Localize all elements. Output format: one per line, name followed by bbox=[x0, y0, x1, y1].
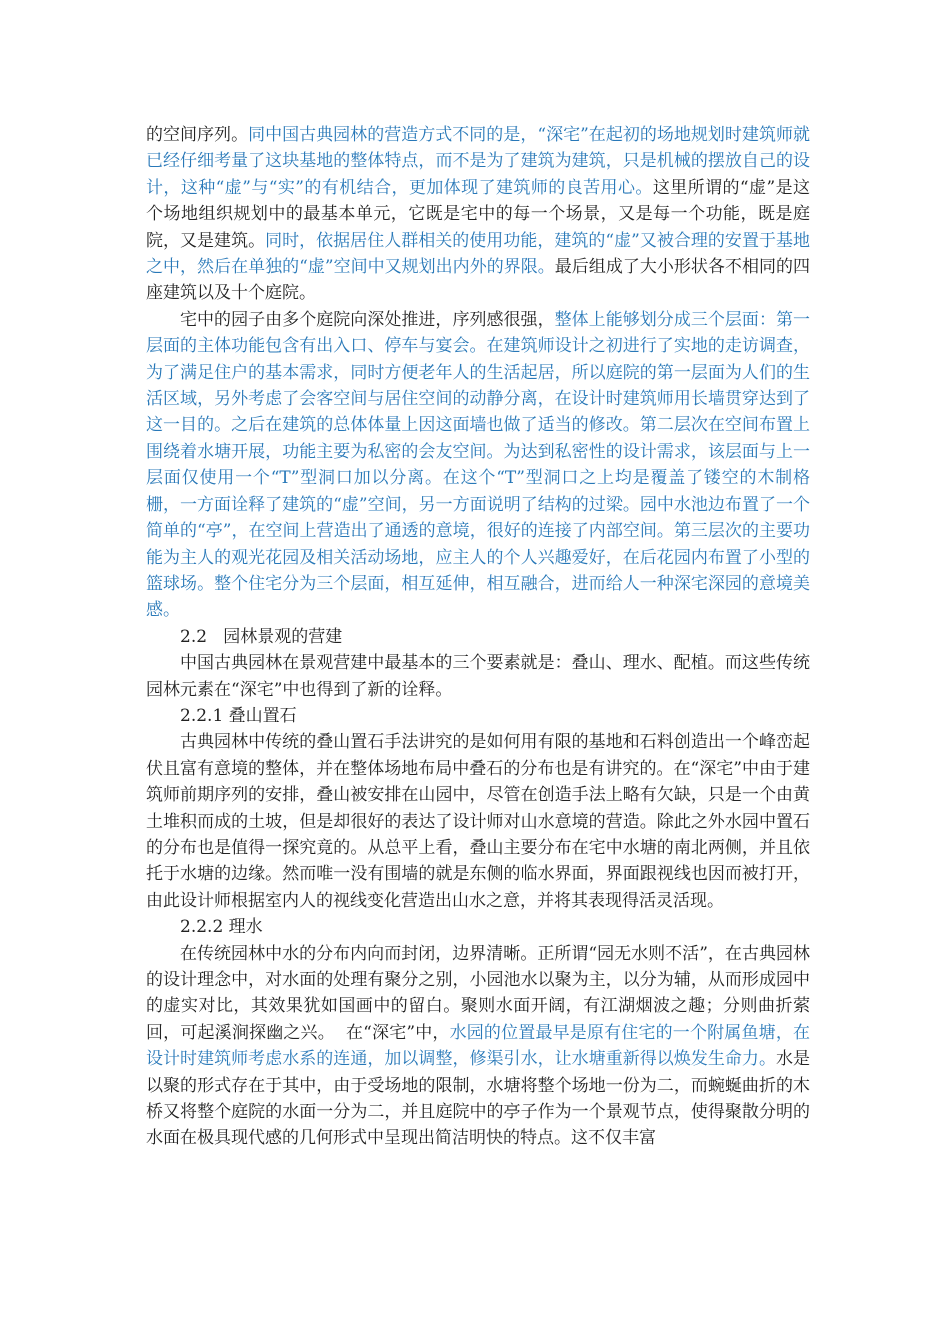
text-run: 水是以聚的形式存在于其中，由于受场地的限制，水塘将整个场地一份为二，而蜿蜒曲折的木桥又将整个庭院的水面一分为二，并且庭院中的亭子作为一个景观节点，使得聚散分明的水面在极具现代感的几何形式中呈现出简洁明快的特点。这不仅丰富 bbox=[146, 1049, 811, 1149]
section-heading-2-2-2: 2.2.2 理水 bbox=[180, 917, 263, 938]
paragraph-rockery: 古典园林中传统的叠山置石手法讲究的是如何用有限的基地和石料创造出一个峰峦起伏且富有意境的整体，并在整体场地布局中叠石的分布也是有讲究的。在“深宅”中由于建筑师前期序列的安排，叠山被安排在山园中，尽管在创造手法上略有欠缺，只是一个由黄土堆积而成的土坡，但是却很好的表达了设计师对山水意境的营造。除此之外水园中置石的分布也是值得一探究竟的。从总平上看，叠山主要分布在宅中水塘的南北两侧，并且依托于水塘的边缘。然而唯一没有围墙的就是东侧的临水界面，界面跟视线也因而被打开，由此设计师根据室内人的视线变化营造出山水之意，并将其表现得活灵活现。 bbox=[146, 732, 810, 911]
text-run: 最后组成了大小形状各不相同的四座建筑以及十个庭院。 bbox=[146, 257, 810, 304]
text-run: 宅中的园子由多个庭院向深处推进，序列感很强， bbox=[180, 309, 555, 330]
text-run: 在传统园林中水的分布内向而封闭，边界清晰。正所谓“园无水则不活”，在古典园林的设计理念中，对水面的处理有聚分之别，小园池水以聚为主，以分为辅，从而形成园中的虚实对比，其效果犹如国画中的留白。聚则水面开阔，有江湖烟波之趣；分则曲折萦回，可起溪涧探幽之兴。 在“深宅”中， bbox=[146, 943, 810, 1043]
text-run: 的空间序列。 bbox=[146, 125, 249, 145]
paragraph-three-elements: 中国古典园林在景观营建中最基本的三个要素就是：叠山、理水、配植。而这些传统园林元素在“深宅”中也得到了新的诠释。 bbox=[146, 653, 810, 700]
paragraph-spatial-sequence bbox=[146, 122, 810, 307]
highlighted-text-run: 同时，依据居住人群相关的使用功能，建筑的“虚”又被合理的安置于基地之中，然后在单独的“虚”空间中又规划出内外的界限。 bbox=[146, 230, 810, 278]
section-heading-2-2-1: 2.2.1 叠山置石 bbox=[180, 705, 297, 726]
highlighted-text-run: 水园的位置最早是原有住宅的一个附属鱼塘，在设计时建筑师考虑水系的连通，加以调整，修渠引水，让水塘重新得以焕发生命力。 bbox=[146, 1022, 810, 1070]
paragraph-water bbox=[146, 941, 810, 1152]
highlighted-text-run: 同中国古典园林的营造方式不同的是，“深宅”在起初的场地规划时建筑师就已经仔细考量了这块基地的整体特点，而不是为了建筑为建筑，只是机械的摆放自己的设计，这种“虚”与“实”的有机结合，更加体现了建筑师的良苦用心。 bbox=[146, 125, 810, 198]
paragraph-courtyard-layers bbox=[146, 307, 810, 624]
section-heading-2-2: 2.2 园林景观的营建 bbox=[180, 626, 343, 647]
document-page bbox=[146, 122, 810, 1152]
text-run: 这里所谓的“虚”是这个场地组织规划中的最基本单元，它既是宅中的每一个场景，又是每一个功能，既是庭院，又是建筑。 bbox=[146, 177, 810, 251]
highlighted-text-run: 整体上能够划分成三个层面：第一层面的主体功能包含有出入口、停车与宴会。在建筑师设计之初进行了实地的走访调查，为了满足住户的基本需求，同时方便老年人的生活起居，所以庭院的第一层面为人们的生活区域，另外考虑了会客空间与居住空间的动静分离，在设计时建筑师用长墙贯穿达到了这一目的。之后在建筑的总体体量上因这面墙也做了适当的修改。第二层次在空间布置上围绕着水塘开展，功能主要为私密的会友空间。为达到私密性的设计需求，该层面与上一层面仅使用一个“T”型洞口加以分离。在这个“T”型洞口之上均是覆盖了镂空的木制格栅，一方面诠释了建筑的“虚”空间，另一方面说明了结构的过梁。园中水池边布置了一个简单的“亭”，在空间上营造出了通透的意境，很好的连接了内部空间。第三层次的主要功能为主人的观光花园及相关活动场地，应主人的个人兴趣爱好，在后花园内布置了小型的篮球场。整个住宅分为三个层面，相互延伸，相互融合，进而给人一种深宅深园的意境美感。 bbox=[146, 309, 811, 621]
